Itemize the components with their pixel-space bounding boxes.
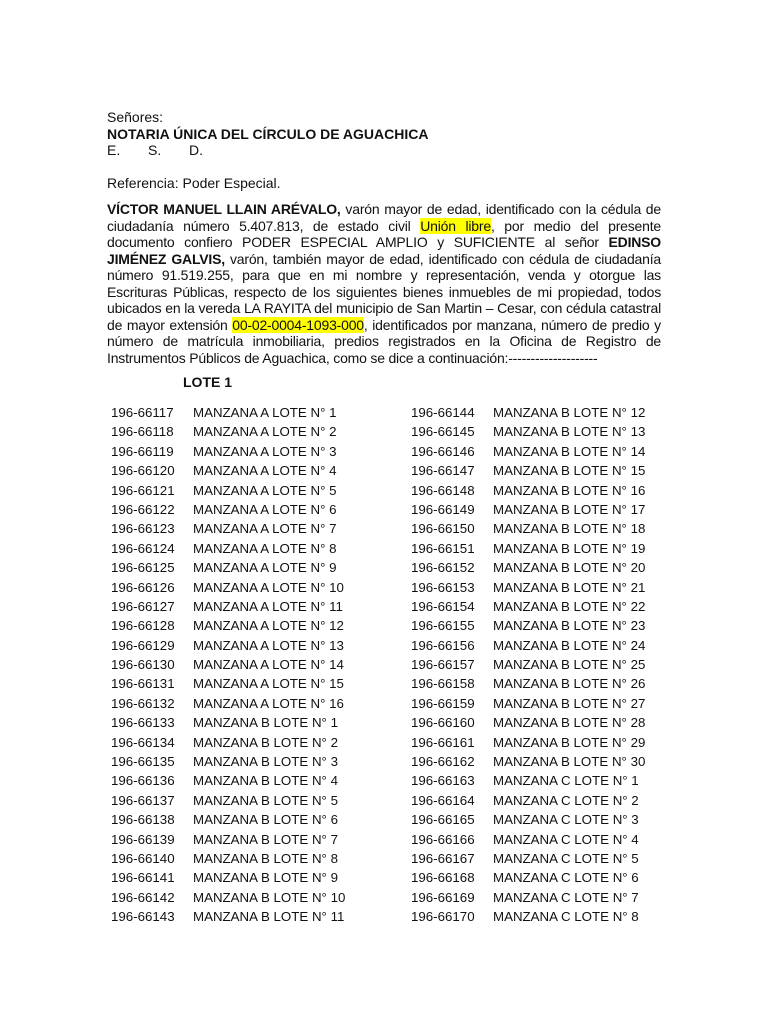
lot-description: MANZANA B LOTE N° 14 <box>493 443 646 459</box>
registry-number: 196-66158 <box>411 676 475 692</box>
power-of-attorney-paragraph <box>107 201 661 366</box>
registry-number: 196-66165 <box>411 812 475 828</box>
lot-description: MANZANA B LOTE N° 6 <box>193 812 338 828</box>
registry-number: 196-66135 <box>111 754 175 770</box>
lot-row <box>411 422 645 441</box>
lot-row <box>411 830 645 849</box>
lot-row <box>111 403 345 422</box>
lot-row <box>111 733 345 752</box>
lot-description: MANZANA A LOTE N° 2 <box>193 424 337 440</box>
registry-number: 196-66161 <box>411 734 475 750</box>
lot-description: MANZANA B LOTE N° 21 <box>493 579 646 595</box>
lot-row <box>111 868 345 887</box>
body-text-3: varón, también mayor de edad, identificado con cédula de ciudadanía número 91.519.255, para que en mi nombre y representación, venda y otorgue las Escrituras Públicas, respecto de los siguientes bienes inmuebles de mi propiedad, todos ubicados en la vereda LA RAYITA del municipio de San Martin – Cesar, con cédula catastral de mayor extensión <box>107 250 661 333</box>
lot-description: MANZANA C LOTE N° 8 <box>493 909 639 925</box>
lot-description: MANZANA B LOTE N° 17 <box>493 501 646 517</box>
registry-number: 196-66137 <box>111 792 175 808</box>
lot-row <box>411 616 645 635</box>
lot-description: MANZANA C LOTE N° 3 <box>493 812 639 828</box>
lot-description: MANZANA A LOTE N° 14 <box>193 657 344 673</box>
lot-row <box>411 771 645 790</box>
esd-s: S. <box>148 142 162 158</box>
lot-row <box>111 558 345 577</box>
lot-description: MANZANA A LOTE N° 3 <box>193 443 337 459</box>
lot-row <box>111 674 345 693</box>
lot-row <box>111 422 345 441</box>
lot-row <box>411 713 645 732</box>
lot-row <box>111 830 345 849</box>
registry-number: 196-66170 <box>411 909 475 925</box>
lot-description: MANZANA B LOTE N° 8 <box>193 850 338 866</box>
lot-description: MANZANA B LOTE N° 2 <box>193 734 338 750</box>
lot-description: MANZANA B LOTE N° 16 <box>493 482 646 498</box>
registry-number: 196-66124 <box>111 540 175 556</box>
lot-description: MANZANA B LOTE N° 27 <box>493 695 646 711</box>
lot-description: MANZANA B LOTE N° 12 <box>493 405 646 420</box>
lot-description: MANZANA C LOTE N° 2 <box>493 792 639 808</box>
lot-row <box>111 810 345 829</box>
esd-line <box>107 142 667 159</box>
esd-d: D. <box>189 142 203 158</box>
lot-row <box>111 500 345 519</box>
lot-description: MANZANA A LOTE N° 7 <box>193 521 337 537</box>
esd-e: E. <box>107 142 121 158</box>
lot-row <box>111 597 345 616</box>
lot-description: MANZANA B LOTE N° 7 <box>193 831 338 847</box>
lot-row <box>111 752 345 771</box>
letter-header <box>107 109 667 159</box>
lot-description: MANZANA B LOTE N° 13 <box>493 424 646 440</box>
lot-row <box>111 791 345 810</box>
lot-description: MANZANA C LOTE N° 6 <box>493 870 639 886</box>
lot-description: MANZANA B LOTE N° 10 <box>193 889 346 905</box>
lot-row <box>111 578 345 597</box>
lot-description: MANZANA A LOTE N° 8 <box>193 540 337 556</box>
lot-row <box>411 500 645 519</box>
lot-row <box>411 888 645 907</box>
lot-description: MANZANA B LOTE N° 28 <box>493 715 646 731</box>
registry-number: 196-66139 <box>111 831 175 847</box>
lot-description: MANZANA B LOTE N° 18 <box>493 521 646 537</box>
registry-number: 196-66134 <box>111 734 175 750</box>
lot-row <box>411 791 645 810</box>
registry-number: 196-66123 <box>111 521 175 537</box>
registry-number: 196-66149 <box>411 501 475 517</box>
lot-row <box>411 694 645 713</box>
lot-description: MANZANA B LOTE N° 19 <box>493 540 646 556</box>
cadastral-id-highlight: 00-02-0004-1093-000 <box>232 316 364 333</box>
lot-row <box>111 519 345 538</box>
lot-description: MANZANA C LOTE N° 4 <box>493 831 639 847</box>
lot-row <box>411 442 645 461</box>
registry-number: 196-66148 <box>411 482 475 498</box>
attorney-name: EDINSO JIMÉNEZ GALVIS, <box>107 234 661 267</box>
registry-number: 196-66167 <box>411 850 475 866</box>
lot-row <box>111 655 345 674</box>
lot-description: MANZANA A LOTE N° 6 <box>193 501 337 517</box>
registry-number: 196-66130 <box>111 657 175 673</box>
registry-number: 196-66126 <box>111 579 175 595</box>
registry-number: 196-66125 <box>111 560 175 576</box>
lot-description: MANZANA B LOTE N° 29 <box>493 734 646 750</box>
registry-number: 196-66159 <box>411 695 475 711</box>
lot-row <box>411 461 645 480</box>
lot-description: MANZANA B LOTE N° 9 <box>193 870 338 886</box>
registry-number: 196-66129 <box>111 637 175 653</box>
registry-number: 196-66142 <box>111 889 175 905</box>
lot-row <box>411 519 645 538</box>
registry-number: 196-66169 <box>411 889 475 905</box>
body-text-2: , por medio del presente documento confiero PODER ESPECIAL AMPLIO y SUFICIENTE al señor <box>107 217 661 250</box>
lot-description: MANZANA A LOTE N° 15 <box>193 676 344 692</box>
lot-description: MANZANA B LOTE N° 25 <box>493 657 646 673</box>
lots-list-left <box>111 403 345 927</box>
lot-row <box>411 539 645 558</box>
registry-number: 196-66132 <box>111 695 175 711</box>
lot-row <box>111 694 345 713</box>
lot-description: MANZANA A LOTE N° 13 <box>193 637 344 653</box>
registry-number: 196-66121 <box>111 482 175 498</box>
lot-description: MANZANA B LOTE N° 1 <box>193 715 338 731</box>
registry-number: 196-66166 <box>411 831 475 847</box>
lot-row <box>411 558 645 577</box>
registry-number: 196-66117 <box>111 405 174 420</box>
registry-number: 196-66140 <box>111 850 175 866</box>
lot-row <box>411 674 645 693</box>
lot-description: MANZANA A LOTE N° 4 <box>193 463 337 479</box>
registry-number: 196-66122 <box>111 501 175 517</box>
body-text-1: varón mayor de edad, identificado con la cédula de ciudadanía número 5.407.813, de estado civil <box>107 201 661 234</box>
lot-description: MANZANA B LOTE N° 20 <box>493 560 646 576</box>
lot-row <box>111 442 345 461</box>
notary-name: NOTARIA ÚNICA DEL CÍRCULO DE AGUACHICA <box>107 125 429 142</box>
body-text-4: , identificados por manzana, número de predio y número de matrícula inmobiliaria, predios registrados en la Oficina de Registro de Instrumentos Públicos de Aguachica, como se dice a continuación:-------------------- <box>107 316 661 366</box>
lot-row <box>111 539 345 558</box>
registry-number: 196-66131 <box>111 676 175 692</box>
registry-number: 196-66146 <box>411 443 475 459</box>
registry-number: 196-66147 <box>411 463 475 479</box>
registry-number: 196-66143 <box>111 909 175 925</box>
lot-description: MANZANA A LOTE N° 1 <box>193 405 337 420</box>
lot-description: MANZANA A LOTE N° 10 <box>193 579 344 595</box>
registry-number: 196-66127 <box>111 598 175 614</box>
lot-row <box>111 849 345 868</box>
lot-row <box>411 752 645 771</box>
lot-description: MANZANA B LOTE N° 3 <box>193 754 338 770</box>
lot-row <box>411 403 645 422</box>
registry-number: 196-66162 <box>411 754 475 770</box>
registry-number: 196-66138 <box>111 812 175 828</box>
lot-row <box>111 713 345 732</box>
lot-description: MANZANA A LOTE N° 12 <box>193 618 344 634</box>
lot-description: MANZANA B LOTE N° 26 <box>493 676 646 692</box>
lot-row <box>411 655 645 674</box>
registry-number: 196-66157 <box>411 657 475 673</box>
lot-description: MANZANA C LOTE N° 1 <box>493 773 639 789</box>
registry-number: 196-66168 <box>411 870 475 886</box>
lot-row <box>111 907 345 926</box>
lot-row <box>411 636 645 655</box>
lot-row <box>411 597 645 616</box>
registry-number: 196-66144 <box>411 405 475 420</box>
lots-list-right <box>411 403 645 927</box>
lot-description: MANZANA C LOTE N° 7 <box>493 889 639 905</box>
lot-description: MANZANA A LOTE N° 11 <box>193 598 343 614</box>
registry-number: 196-66153 <box>411 579 475 595</box>
lot-description: MANZANA B LOTE N° 30 <box>493 754 646 770</box>
lot-description: MANZANA A LOTE N° 9 <box>193 560 337 576</box>
lot-description: MANZANA B LOTE N° 23 <box>493 618 646 634</box>
registry-number: 196-66155 <box>411 618 475 634</box>
salutation: Señores: <box>107 109 164 125</box>
registry-number: 196-66120 <box>111 463 175 479</box>
lot-row <box>111 771 345 790</box>
lot-row <box>411 578 645 597</box>
registry-number: 196-66164 <box>411 792 475 808</box>
lot-row <box>411 733 645 752</box>
grantor-name: VÍCTOR MANUEL LLAIN ARÉVALO, <box>107 201 341 217</box>
lot-description: MANZANA B LOTE N° 11 <box>193 909 345 925</box>
registry-number: 196-66145 <box>411 424 475 440</box>
lot-row <box>411 868 645 887</box>
lot-description: MANZANA B LOTE N° 15 <box>493 463 646 479</box>
registry-number: 196-66133 <box>111 715 175 731</box>
lot-description: MANZANA B LOTE N° 22 <box>493 598 646 614</box>
registry-number: 196-66119 <box>111 443 174 459</box>
registry-number: 196-66160 <box>411 715 475 731</box>
lot-description: MANZANA C LOTE N° 5 <box>493 850 639 866</box>
lot-description: MANZANA B LOTE N° 4 <box>193 773 338 789</box>
registry-number: 196-66150 <box>411 521 475 537</box>
lot-row <box>111 481 345 500</box>
lot-description: MANZANA B LOTE N° 5 <box>193 792 338 808</box>
registry-number: 196-66154 <box>411 598 475 614</box>
lot-row <box>111 888 345 907</box>
reference-line: Referencia: Poder Especial. <box>107 175 281 191</box>
registry-number: 196-66156 <box>411 637 475 653</box>
registry-number: 196-66128 <box>111 618 175 634</box>
lot-row <box>111 616 345 635</box>
registry-number: 196-66118 <box>111 424 174 440</box>
lot-row <box>411 907 645 926</box>
registry-number: 196-66152 <box>411 560 475 576</box>
lote-title: LOTE 1 <box>183 374 233 390</box>
lot-description: MANZANA B LOTE N° 24 <box>493 637 646 653</box>
registry-number: 196-66163 <box>411 773 475 789</box>
lot-row <box>111 636 345 655</box>
registry-number: 196-66136 <box>111 773 175 789</box>
registry-number: 196-66141 <box>111 870 175 886</box>
civil-status-highlight: Unión libre <box>420 217 491 234</box>
lot-row <box>411 849 645 868</box>
lot-description: MANZANA A LOTE N° 5 <box>193 482 337 498</box>
registry-number: 196-66151 <box>411 540 475 556</box>
lot-description: MANZANA A LOTE N° 16 <box>193 695 344 711</box>
lot-row <box>411 810 645 829</box>
lot-row <box>111 461 345 480</box>
lot-row <box>411 481 645 500</box>
